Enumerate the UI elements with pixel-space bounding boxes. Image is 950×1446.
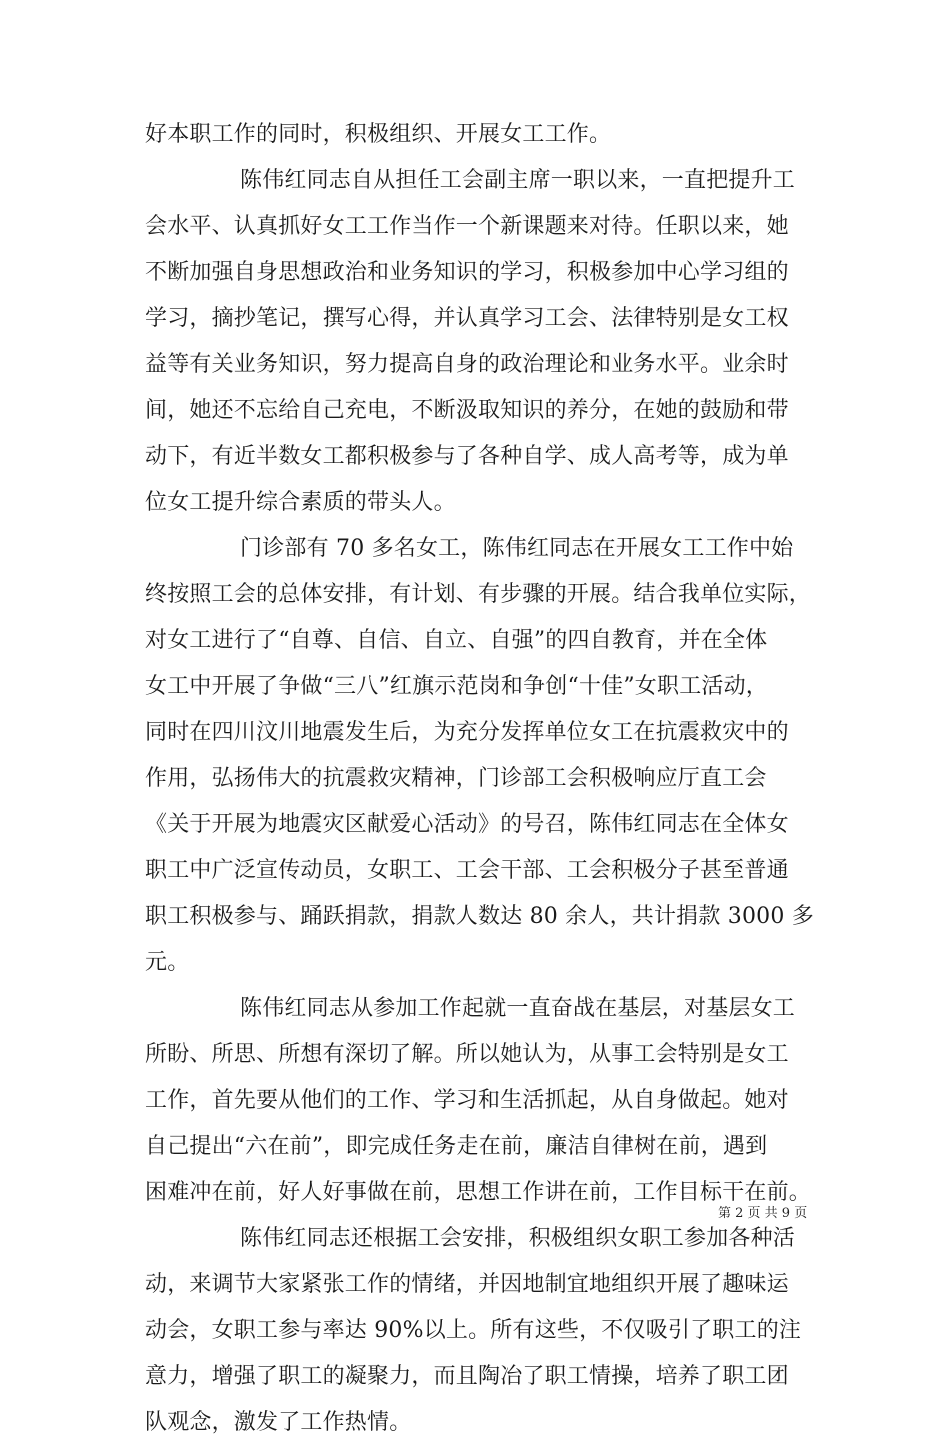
text-line: 学习，摘抄笔记，撰写心得，并认真学习工会、法律特别是女工权 bbox=[145, 306, 789, 331]
text-line: 困难冲在前，好人好事做在前，思想工作讲在前，工作目标干在前。 bbox=[145, 1180, 812, 1205]
text-line: 队观念，激发了工作热情。 bbox=[145, 1410, 412, 1435]
text-line: 益等有关业务知识，努力提高自身的政治理论和业务水平。业余时 bbox=[145, 352, 789, 377]
text-line: 好本职工作的同时，积极组织、开展女工工作。 bbox=[145, 122, 612, 147]
text-line: 同时在四川汶川地震发生后，为充分发挥单位女工在抗震救灾中的 bbox=[145, 720, 789, 745]
paragraph-start-line: 陈伟红同志自从担任工会副主席一职以来，一直把提升工 bbox=[240, 168, 796, 193]
text-line: 位女工提升综合素质的带头人。 bbox=[145, 490, 456, 515]
page-number-footer: 第 2 页 共 9 页 bbox=[718, 1206, 808, 1221]
text-line: 所盼、所思、所想有深切了解。所以她认为，从事工会特别是女工 bbox=[145, 1042, 789, 1067]
text-line: 对女工进行了“自尊、自信、自立、自强”的四自教育，并在全体 bbox=[145, 628, 768, 653]
paragraph-start-line: 陈伟红同志从参加工作起就一直奋战在基层，对基层女工 bbox=[240, 996, 796, 1021]
text-line: 工作，首先要从他们的工作、学习和生活抓起，从自身做起。她对 bbox=[145, 1088, 789, 1113]
text-line: 动，来调节大家紧张工作的情绪，并因地制宜地组织开展了趣味运 bbox=[145, 1272, 789, 1297]
text-line: 作用，弘扬伟大的抗震救灾精神，门诊部工会积极响应厅直工会 bbox=[145, 766, 767, 791]
text-line: 女工中开展了争做“三八”红旗示范岗和争创“十佳”女职工活动， bbox=[145, 674, 768, 699]
body-text bbox=[145, 112, 815, 1446]
text-line: 职工中广泛宣传动员，女职工、工会干部、工会积极分子甚至普通 bbox=[145, 858, 789, 883]
text-line: 职工积极参与、踊跃捐款，捐款人数达 80 余人，共计捐款 3000 多 bbox=[145, 904, 814, 929]
text-line: 《关于开展为地震灾区献爱心活动》的号召，陈伟红同志在全体女 bbox=[145, 812, 789, 837]
text-line: 元。 bbox=[145, 950, 190, 975]
text-line: 意力，增强了职工的凝聚力，而且陶冶了职工情操，培养了职工团 bbox=[145, 1364, 789, 1389]
paragraph-start-line: 门诊部有 70 多名女工，陈伟红同志在开展女工工作中始 bbox=[240, 536, 794, 561]
text-line: 动会，女职工参与率达 90%以上。所有这些，不仅吸引了职工的注 bbox=[145, 1318, 802, 1343]
text-line: 动下，有近半数女工都积极参与了各种自学、成人高考等，成为单 bbox=[145, 444, 789, 469]
paragraph-start-line: 陈伟红同志还根据工会安排，积极组织女职工参加各种活 bbox=[240, 1226, 796, 1251]
text-line: 不断加强自身思想政治和业务知识的学习，积极参加中心学习组的 bbox=[145, 260, 789, 285]
text-line: 终按照工会的总体安排，有计划、有步骤的开展。结合我单位实际， bbox=[145, 582, 812, 607]
text-line: 间，她还不忘给自己充电，不断汲取知识的养分，在她的鼓励和带 bbox=[145, 398, 789, 423]
text-line: 自己提出“六在前”，即完成任务走在前，廉洁自律树在前，遇到 bbox=[145, 1134, 768, 1159]
text-line: 会水平、认真抓好女工工作当作一个新课题来对待。任职以来，她 bbox=[145, 214, 789, 239]
